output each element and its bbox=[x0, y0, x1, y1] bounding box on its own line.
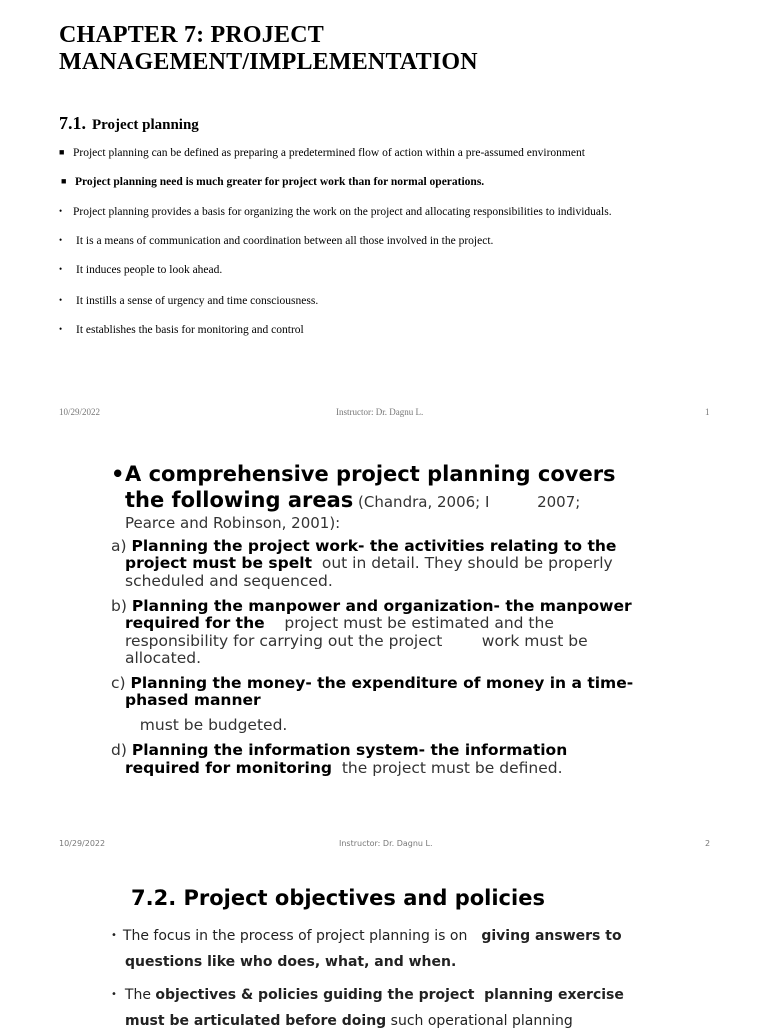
bullet-icon: • bbox=[59, 324, 63, 334]
citation: (Chandra, 2006; I 2007; bbox=[353, 493, 581, 511]
bullet-item: ■ Project planning need is much greater for project work than for normal operations. bbox=[61, 176, 485, 188]
chapter-title-line2: MANAGEMENT/IMPLEMENTATION bbox=[59, 49, 478, 75]
section-title: Project planning bbox=[92, 117, 199, 133]
bullet-item: • The focus in the process of project planning is on giving answers to bbox=[111, 928, 622, 944]
footer-instructor: Instructor: Dr. Dagnu L. bbox=[339, 839, 433, 848]
bullet-item: • It instills a sense of urgency and time consciousness. bbox=[59, 295, 319, 307]
bullet-item: • It establishes the basis for monitoring and control bbox=[59, 324, 304, 336]
section-heading bbox=[59, 113, 199, 134]
planning-area-item: c) Planning the money- the expenditure of money in a time- bbox=[111, 674, 634, 692]
square-bullet-icon: ■ bbox=[59, 147, 65, 157]
item-line: responsibility for carrying out the project work must be bbox=[125, 632, 588, 650]
planning-area-item: d) Planning the information system- the information bbox=[111, 741, 568, 759]
slide-heading-line2: the following areas (Chandra, 2006; I 2007; bbox=[125, 488, 581, 512]
item-line: project must be spelt out in detail. They should be properly bbox=[125, 554, 613, 572]
bullet-icon: • bbox=[111, 989, 117, 1000]
item-line: must be budgeted. bbox=[125, 716, 288, 734]
bullet-icon: • bbox=[59, 235, 63, 245]
citation-line: Pearce and Robinson, 2001): bbox=[125, 514, 341, 532]
bullet-icon: • bbox=[59, 206, 63, 216]
bullet-icon: • bbox=[111, 930, 117, 941]
bullet-item: • Project planning provides a basis for organizing the work on the project and allocating responsibilities to individuals. bbox=[59, 206, 612, 218]
bullet-item: • It induces people to look ahead. bbox=[59, 264, 223, 276]
item-marker: d) bbox=[111, 741, 132, 759]
item-line: allocated. bbox=[125, 649, 201, 667]
bullet-item: • The objectives & policies guiding the project planning exercise bbox=[111, 987, 624, 1003]
bullet-line: questions like who does, what, and when. bbox=[125, 954, 457, 970]
footer-date: 10/29/2022 bbox=[59, 407, 101, 417]
planning-area-item: a) Planning the project work- the activities relating to the bbox=[111, 537, 617, 555]
footer-date: 10/29/2022 bbox=[59, 839, 106, 848]
item-line: scheduled and sequenced. bbox=[125, 572, 333, 590]
footer-page-number: 2 bbox=[705, 839, 711, 848]
item-line: required for the project must be estimated and the bbox=[125, 614, 554, 632]
item-marker: a) bbox=[111, 537, 132, 555]
slide-heading-line1: A comprehensive project planning covers bbox=[125, 462, 616, 486]
slide-title: 7.2. Project objectives and policies bbox=[131, 886, 545, 910]
chapter-title bbox=[59, 22, 478, 76]
bullet-icon: • bbox=[111, 462, 125, 486]
chapter-title-line1: CHAPTER 7: PROJECT bbox=[59, 22, 324, 48]
item-marker: c) bbox=[111, 674, 131, 692]
square-bullet-icon: ■ bbox=[61, 176, 67, 186]
item-marker: b) bbox=[111, 597, 132, 615]
footer-page-number: 1 bbox=[705, 407, 710, 417]
section-number: 7.1. bbox=[59, 113, 86, 133]
item-line: phased manner bbox=[125, 691, 261, 709]
bullet-line: must be articulated before doing such operational planning bbox=[125, 1013, 573, 1029]
bullet-item: ■ Project planning can be defined as preparing a predetermined flow of action within a pre-assumed environment bbox=[59, 147, 585, 159]
planning-area-item: b) Planning the manpower and organization- the manpower bbox=[111, 597, 632, 615]
bullet-item: • It is a means of communication and coordination between all those involved in the project. bbox=[59, 235, 494, 247]
bullet-icon: • bbox=[59, 264, 63, 274]
footer-instructor: Instructor: Dr. Dagnu L. bbox=[336, 407, 424, 417]
bullet-icon: • bbox=[59, 295, 63, 305]
item-line: required for monitoring the project must be defined. bbox=[125, 759, 563, 777]
